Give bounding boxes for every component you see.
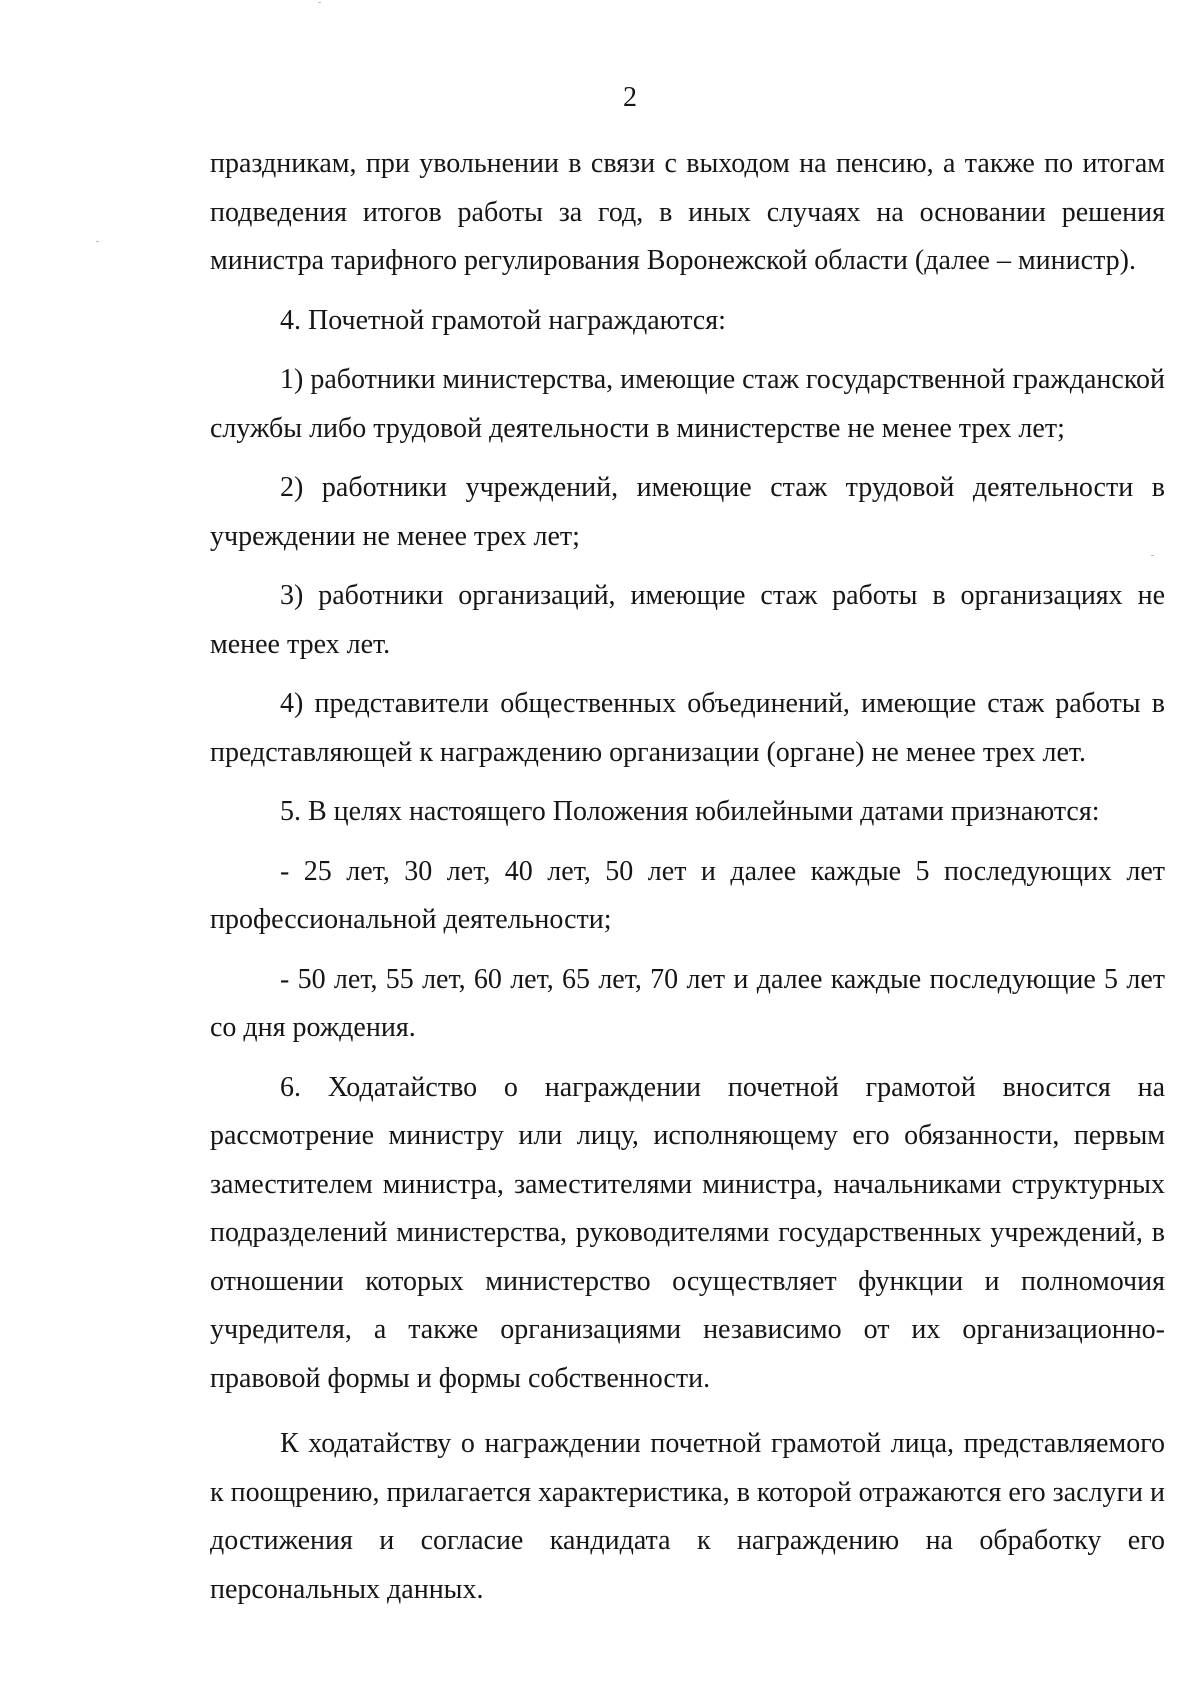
paragraph-professional-anniversaries: - 25 лет, 30 лет, 40 лет, 50 лет и далее каждые 5 последующих лет профессиональной деятельности;	[210, 855, 1165, 935]
scan-artifact	[318, 2, 321, 3]
paragraph-subitem-1: 1) работники министерства, имеющие стаж государственной гражданской службы либо трудовой деятельности в министерстве не менее трех лет;	[210, 364, 1165, 444]
paragraph-subitem-4: 4) представители общественных объединений, имеющие стаж работы в представляющей к награждению организации (органе) не менее трех лет.	[210, 688, 1165, 768]
document-body	[210, 140, 1165, 1614]
paragraph-continuation: праздникам, при увольнении в связи с выходом на пенсию, а также по итогам подведения итогов работы за год, в иных случаях на основании решения министра тарифного регулирования Воронежской области (далее – министр).	[210, 148, 1165, 276]
paragraph-subitem-2: 2) работники учреждений, имеющие стаж трудовой деятельности в учреждении не менее трех лет;	[210, 472, 1165, 552]
paragraph-item-6: 6. Ходатайство о награждении почетной грамотой вносится на рассмотрение министру или лицу, исполняющему его обязанности, первым заместителем министра, заместителями министра, начальниками структурных подразделений министерства, руководителями государственных учреждений, в отношении которых министерство осуществляет функции и полномочия учредителя, а также организациями независимо от их организационно-правовой формы и формы собственности.	[210, 1071, 1165, 1394]
paragraph-attachment-requirements: К ходатайству о награждении почетной грамотой лица, представляемого к поощрению, прилагается характеристика, в которой отражаются его заслуги и достижения и согласие кандидата к награждению на обработку его персональных данных.	[210, 1428, 1165, 1605]
page-number: 2	[623, 82, 637, 113]
paragraph-subitem-3: 3) работники организаций, имеющие стаж работы в организациях не менее трех лет.	[210, 580, 1165, 660]
paragraph-item-4: 4. Почетной грамотой награждаются:	[280, 304, 726, 336]
paragraph-birthday-anniversaries: - 50 лет, 55 лет, 60 лет, 65 лет, 70 лет и далее каждые последующие 5 лет со дня рождения.	[210, 963, 1165, 1043]
paragraph-item-5: 5. В целях настоящего Положения юбилейными датами признаются:	[280, 796, 1100, 827]
scan-artifact	[96, 241, 99, 242]
